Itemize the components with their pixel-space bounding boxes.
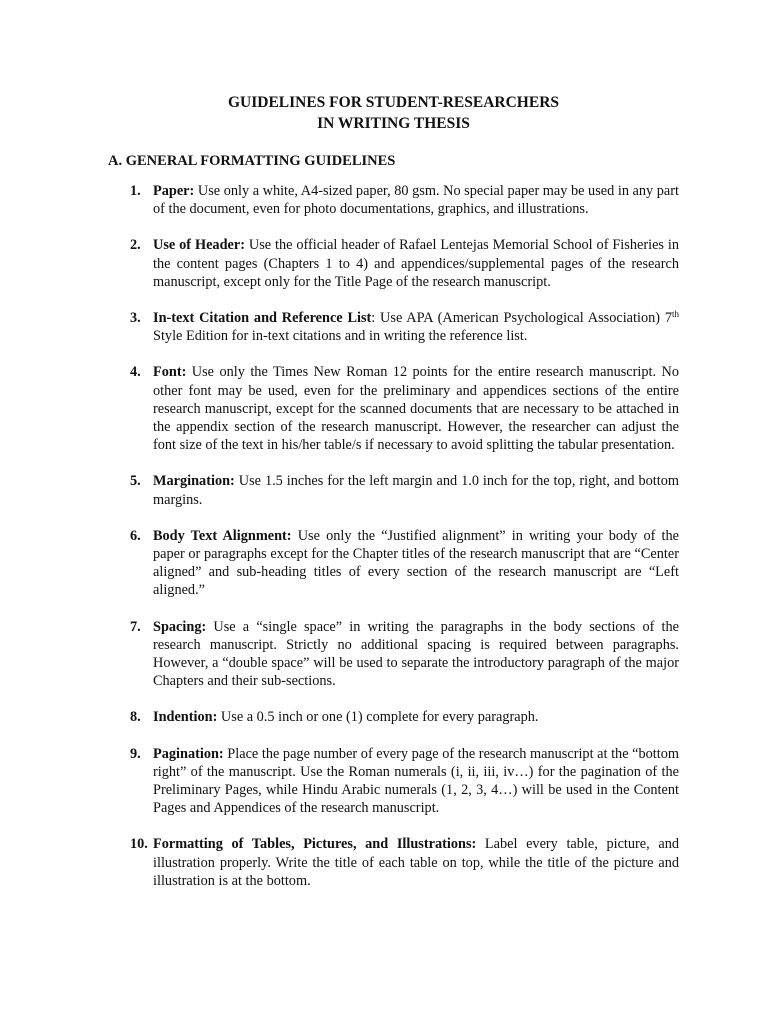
item-number: 2. [130,237,141,254]
item-text: Label every table, picture, and illustration properly. Write the title of each table on top, while the title of the picture and illustration is at the bottom. [153,836,679,889]
list-item [108,527,679,600]
document-title-line1: GUIDELINES FOR STUDENT-RESEARCHERS [227,94,560,111]
item-term: Margination: [153,473,235,490]
item-number: 8. [130,709,141,726]
item-text: Use 1.5 inches for the left margin and 1.0 inch for the top, right, and bottom margins. [153,473,679,508]
item-term: In-text Citation and Reference List [153,310,372,327]
item-term: Indention: [153,709,218,726]
item-text-after-sup: Style Edition for in-text citations and in writing the reference list. [153,328,528,345]
item-text: Place the page number of every page of the research manuscript at the “bottom right” of the manuscript. Use the Roman numerals (i, ii, iii, iv…) for the pagination of the Preliminary Pages, while Hindu Arabic numerals (1, 2, 3, 4…) will be used in the Content Pages and Appendices of the research manuscript. [153,745,679,817]
item-term: Paper: [153,183,195,199]
list-item [108,835,679,890]
item-text: Use only a white, A4-sized paper, 80 gsm. No special paper may be used in any part of the document, even for photo documentations, graphics, and illustrations. [153,183,679,218]
list-item [108,708,679,726]
list-item [108,363,679,454]
item-text: Use a 0.5 inch or one (1) complete for every paragraph. [217,709,539,726]
list-item [108,236,679,291]
item-text: Use a “single space” in writing the paragraphs in the body sections of the research manuscript. Strictly no additional spacing is required between paragraphs. However, a “double space” will be used to separate the introductory paragraph of the major Chapters and their sub-sections. [153,618,679,690]
list-item [108,472,679,508]
item-number: 10. [130,836,148,853]
item-number: 7. [130,618,141,635]
item-number: 5. [130,473,141,490]
item-term: Pagination: [153,745,224,762]
item-term: Font: [153,364,187,381]
item-number: 4. [130,364,141,381]
item-text-before-sup: : Use APA (American Psychological Association) 7 [371,310,672,327]
guidelines-list [108,182,679,890]
item-term: Formatting of Tables, Pictures, and Illustrations: [153,836,477,853]
item-number: 6. [130,527,141,544]
item-term: Use of Header: [153,237,245,254]
list-item [108,618,679,691]
item-term: Body Text Alignment: [153,527,292,544]
list-item [108,309,679,345]
item-number: 1. [130,183,141,199]
document-title-line2: IN WRITING THESIS [317,115,470,132]
item-text: Use only the “Justified alignment” in writing your body of the paper or paragraphs except for the Chapter titles of the research manuscript that are “Center aligned” and sub-heading titles of every section of the research manuscript are “Left aligned.” [153,527,680,599]
item-number: 3. [130,310,141,327]
item-text: Use the official header of Rafael Lentejas Memorial School of Fisheries in the content pages (Chapters 1 to 4) and appendices/supplemental pages of the research manuscript, except only for the Title Page of the research manuscript. [153,237,679,290]
item-text: Use only the Times New Roman 12 points for the entire research manuscript. No other font may be used, even for the preliminary and appendices sections of the entire research manuscript, except for the scanned documents that are necessary to be attached in the appendix section of the research manuscript. However, the researcher can adjust the font size of the text in his/her table/s if necessary to avoid splitting the tabular presentation. [153,364,679,454]
item-term: Spacing: [153,618,207,635]
ordinal-superscript: th [671,309,679,320]
item-number: 9. [130,745,141,762]
list-item [108,745,679,818]
list-item [108,182,679,218]
section-heading: A. GENERAL FORMATTING GUIDELINES [108,153,396,169]
